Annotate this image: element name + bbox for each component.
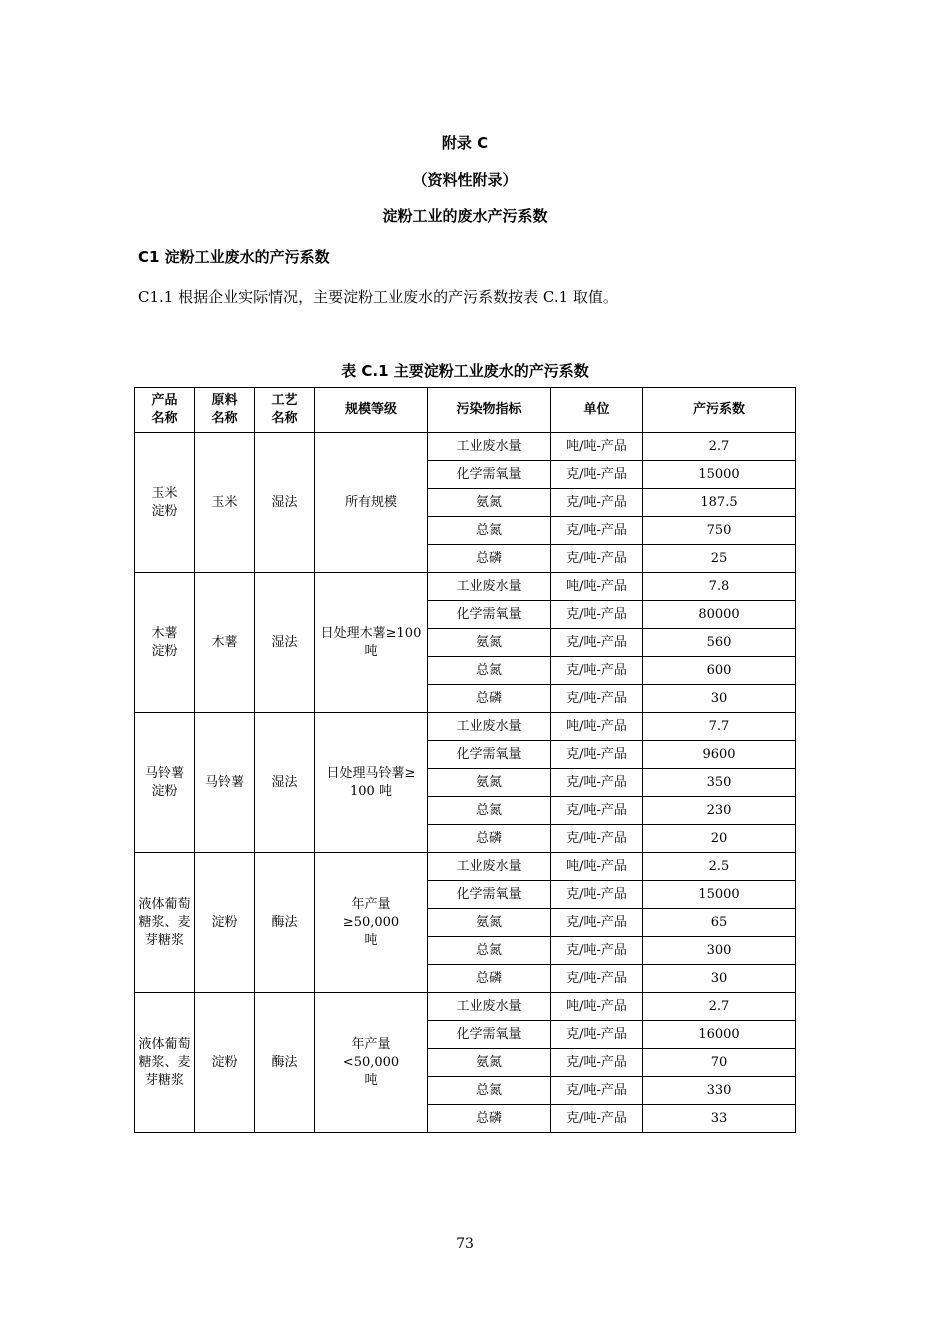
unit-cell: 吨/吨-产品 <box>551 993 643 1021</box>
table-caption: 表 C.1 主要淀粉工业废水的产污系数 <box>341 362 589 380</box>
unit-cell: 吨/吨-产品 <box>551 853 643 881</box>
value-cell: 2.7 <box>643 433 796 461</box>
indicator-cell: 总氮 <box>428 657 551 685</box>
value-cell: 300 <box>643 937 796 965</box>
indicator-cell: 工业废水量 <box>428 573 551 601</box>
value-cell: 65 <box>643 909 796 937</box>
value-cell: 25 <box>643 545 796 573</box>
section-paragraph: C1.1 根据企业实际情况，主要淀粉工业废水的产污系数按表 C.1 取值。 <box>138 288 618 306</box>
appendix-title: 附录 C <box>441 134 489 152</box>
header-process: 工艺名称 <box>255 388 315 433</box>
value-cell: 7.8 <box>643 573 796 601</box>
indicator-cell: 氨氮 <box>428 769 551 797</box>
section-heading: C1 淀粉工业废水的产污系数 <box>138 248 330 266</box>
indicator-cell: 总氮 <box>428 797 551 825</box>
indicator-cell: 总氮 <box>428 1077 551 1105</box>
value-cell: 30 <box>643 685 796 713</box>
unit-cell: 克/吨-产品 <box>551 741 643 769</box>
unit-cell: 克/吨-产品 <box>551 461 643 489</box>
material-cell: 马铃薯 <box>195 713 255 853</box>
indicator-cell: 化学需氧量 <box>428 1021 551 1049</box>
value-cell: 350 <box>643 769 796 797</box>
value-cell: 20 <box>643 825 796 853</box>
indicator-cell: 总磷 <box>428 685 551 713</box>
header-unit: 单位 <box>551 388 643 433</box>
coefficient-table <box>134 387 796 1133</box>
unit-cell: 克/吨-产品 <box>551 1105 643 1133</box>
product-cell: 木薯淀粉 <box>135 573 195 713</box>
material-cell: 玉米 <box>195 433 255 573</box>
indicator-cell: 总磷 <box>428 545 551 573</box>
unit-cell: 吨/吨-产品 <box>551 433 643 461</box>
unit-cell: 克/吨-产品 <box>551 685 643 713</box>
table-row <box>135 713 796 741</box>
process-cell: 湿法 <box>255 713 315 853</box>
indicator-cell: 氨氮 <box>428 489 551 517</box>
table-row <box>135 993 796 1021</box>
header-material: 原料名称 <box>195 388 255 433</box>
value-cell: 600 <box>643 657 796 685</box>
page-number: 73 <box>456 1236 474 1252</box>
value-cell: 80000 <box>643 601 796 629</box>
unit-cell: 克/吨-产品 <box>551 769 643 797</box>
value-cell: 2.5 <box>643 853 796 881</box>
table-row <box>135 573 796 601</box>
value-cell: 15000 <box>643 881 796 909</box>
indicator-cell: 工业废水量 <box>428 713 551 741</box>
process-cell: 酶法 <box>255 993 315 1133</box>
scale-cell: 日处理木薯≥100 吨 <box>315 573 428 713</box>
scale-cell: 日处理马铃薯≥ 100 吨 <box>315 713 428 853</box>
value-cell: 15000 <box>643 461 796 489</box>
unit-cell: 克/吨-产品 <box>551 1049 643 1077</box>
table-row <box>135 433 796 461</box>
material-cell: 淀粉 <box>195 993 255 1133</box>
material-cell: 木薯 <box>195 573 255 713</box>
product-cell: 液体葡萄糖浆、麦芽糖浆 <box>135 993 195 1133</box>
unit-cell: 克/吨-产品 <box>551 797 643 825</box>
unit-cell: 克/吨-产品 <box>551 965 643 993</box>
material-cell: 淀粉 <box>195 853 255 993</box>
value-cell: 16000 <box>643 1021 796 1049</box>
value-cell: 230 <box>643 797 796 825</box>
value-cell: 560 <box>643 629 796 657</box>
unit-cell: 克/吨-产品 <box>551 825 643 853</box>
unit-cell: 克/吨-产品 <box>551 909 643 937</box>
indicator-cell: 总磷 <box>428 965 551 993</box>
process-cell: 酶法 <box>255 853 315 993</box>
appendix-heading: 淀粉工业的废水产污系数 <box>382 207 548 225</box>
indicator-cell: 总氮 <box>428 937 551 965</box>
indicator-cell: 总磷 <box>428 825 551 853</box>
indicator-cell: 化学需氧量 <box>428 741 551 769</box>
unit-cell: 克/吨-产品 <box>551 881 643 909</box>
value-cell: 30 <box>643 965 796 993</box>
header-scale: 规模等级 <box>315 388 428 433</box>
value-cell: 33 <box>643 1105 796 1133</box>
indicator-cell: 氨氮 <box>428 1049 551 1077</box>
unit-cell: 克/吨-产品 <box>551 629 643 657</box>
unit-cell: 吨/吨-产品 <box>551 713 643 741</box>
value-cell: 750 <box>643 517 796 545</box>
product-cell: 玉米淀粉 <box>135 433 195 573</box>
unit-cell: 克/吨-产品 <box>551 517 643 545</box>
table-row <box>135 853 796 881</box>
unit-cell: 克/吨-产品 <box>551 601 643 629</box>
product-cell: 液体葡萄糖浆、麦芽糖浆 <box>135 853 195 993</box>
indicator-cell: 总氮 <box>428 517 551 545</box>
unit-cell: 吨/吨-产品 <box>551 573 643 601</box>
indicator-cell: 化学需氧量 <box>428 461 551 489</box>
scale-cell: 年产量 ≥50,000 吨 <box>315 853 428 993</box>
appendix-subtitle: （资料性附录） <box>412 171 518 189</box>
value-cell: 2.7 <box>643 993 796 1021</box>
indicator-cell: 化学需氧量 <box>428 601 551 629</box>
table-header-row <box>135 388 796 433</box>
indicator-cell: 工业废水量 <box>428 993 551 1021</box>
unit-cell: 克/吨-产品 <box>551 545 643 573</box>
product-cell: 马铃薯淀粉 <box>135 713 195 853</box>
indicator-cell: 工业废水量 <box>428 853 551 881</box>
value-cell: 9600 <box>643 741 796 769</box>
indicator-cell: 工业废水量 <box>428 433 551 461</box>
indicator-cell: 氨氮 <box>428 629 551 657</box>
value-cell: 70 <box>643 1049 796 1077</box>
unit-cell: 克/吨-产品 <box>551 657 643 685</box>
header-indicator: 污染物指标 <box>428 388 551 433</box>
header-coefficient: 产污系数 <box>643 388 796 433</box>
value-cell: 330 <box>643 1077 796 1105</box>
unit-cell: 克/吨-产品 <box>551 1021 643 1049</box>
indicator-cell: 总磷 <box>428 1105 551 1133</box>
unit-cell: 克/吨-产品 <box>551 489 643 517</box>
scale-cell: 所有规模 <box>315 433 428 573</box>
indicator-cell: 氨氮 <box>428 909 551 937</box>
scale-cell: 年产量 <50,000 吨 <box>315 993 428 1133</box>
indicator-cell: 化学需氧量 <box>428 881 551 909</box>
process-cell: 湿法 <box>255 433 315 573</box>
process-cell: 湿法 <box>255 573 315 713</box>
value-cell: 187.5 <box>643 489 796 517</box>
value-cell: 7.7 <box>643 713 796 741</box>
unit-cell: 克/吨-产品 <box>551 1077 643 1105</box>
unit-cell: 克/吨-产品 <box>551 937 643 965</box>
header-product: 产品名称 <box>135 388 195 433</box>
